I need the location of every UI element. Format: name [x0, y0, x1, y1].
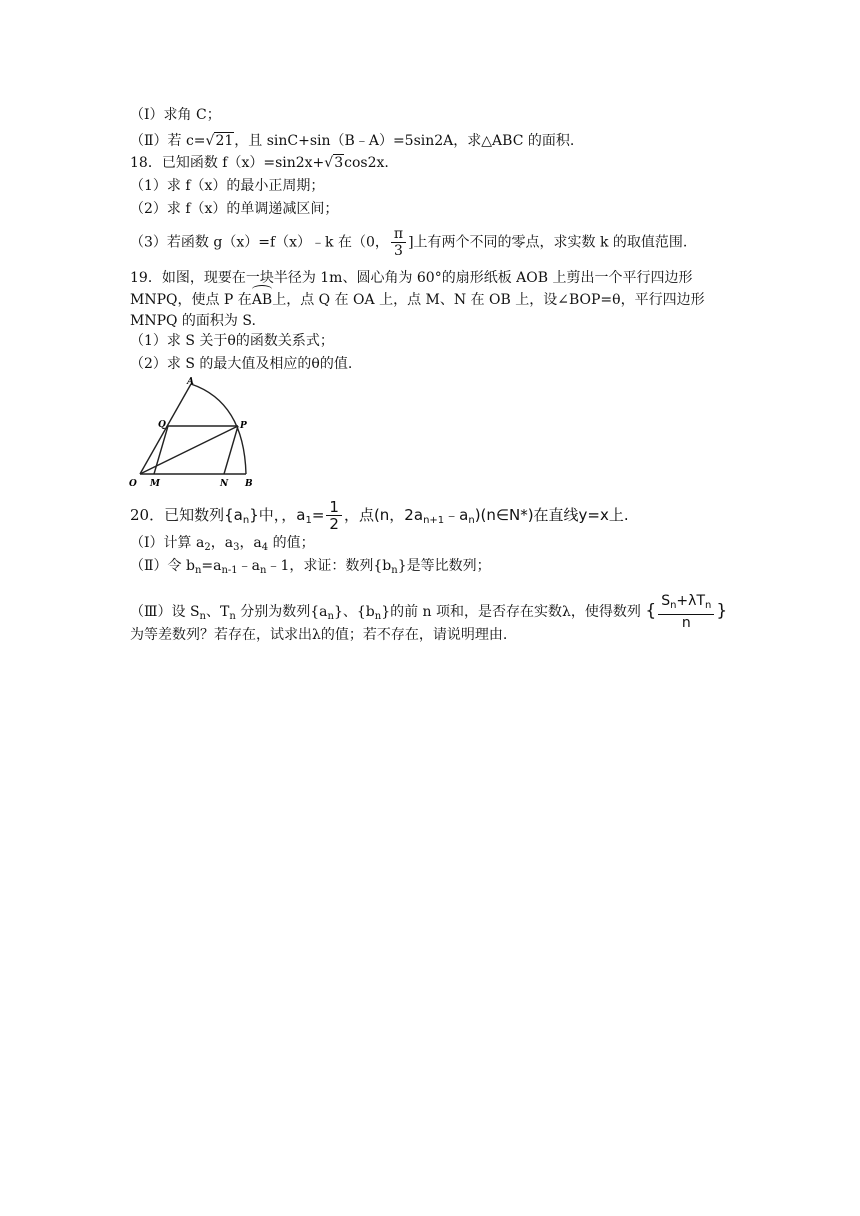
q18-part2: （2）求 f（x）的单调递减区间； [130, 201, 339, 217]
q18-stem: 18．已知函数 f（x）=sin2x+√3cos2x. [130, 155, 389, 171]
q17-part2: （Ⅱ）若 c=√21，且 sinC+sin（B﹣A）=5sin2A，求△ABC 的面积. [130, 133, 575, 149]
q20-part3: （Ⅲ）设 $S_n$、$T_n$ 分别为数列$\{a_n\}$、$\{b_n\}$的前 n 项和，是否存在实数λ，使得数列 { $\frac{S_n+\lambda T_n}{n}$ } [130, 593, 728, 631]
label-p: P [240, 421, 247, 431]
segment-op [140, 426, 238, 474]
q19-line1: 19．如图，现要在一块半径为 1m、圆心角为 60°的扇形纸板 AOB 上剪出一个平行四边形 [130, 270, 693, 286]
q19-part1: （1）求 S 关于θ的函数关系式； [130, 333, 334, 349]
q18-part1: （1）求 f（x）的最小正周期； [130, 178, 325, 194]
q18-part3: （3）若函数 g（x）=f（x）﹣k 在（0， $\frac{\pi}{3}$ ]上有两个不同的零点，求实数 k 的取值范围. [130, 226, 688, 259]
q20-part3-line2: 为等差数列？若存在，试求出λ的值；若不存在，请说明理由. [130, 627, 508, 643]
q19-line2: MNPQ，使点 P 在AB上，点 Q 在 OA 上，点 M、N 在 OB 上，设∠BOP=θ，平行四边形 [130, 292, 705, 308]
q17-part1: （Ⅰ）求角 C； [130, 107, 221, 123]
segment-pn [224, 426, 238, 474]
label-b: B [245, 479, 253, 488]
sn-lambda-tn-fraction: $\frac{S_n+\lambda T_n}{n}$ [658, 593, 714, 631]
pi-over-3: $\frac{\pi}{3}$ [391, 226, 406, 259]
q19-line3: MNPQ 的面积为 S. [130, 313, 256, 329]
sqrt-21: √21 [205, 133, 234, 149]
q20-part2: （Ⅱ）令 $b_n=a_{n-1}﹣a_n﹣1$，求证：数列$\{b_n\}$是等比数列； [130, 558, 491, 576]
arc-ab: AB [251, 292, 273, 308]
label-q: Q [158, 420, 166, 430]
sector-figure [126, 376, 268, 488]
label-o: O [129, 479, 137, 488]
label-m: M [150, 479, 160, 488]
q19-part2: （2）求 S 的最大值及相应的θ的值. [130, 356, 353, 372]
q20-part1: （Ⅰ）计算 $a_2$，$a_3$，$a_4$ 的值； [130, 535, 315, 553]
label-a: A [187, 377, 194, 387]
label-n: N [220, 479, 229, 488]
half-fraction: $\frac{1}{2}$ [326, 499, 342, 532]
sqrt-3: √3 [324, 155, 344, 171]
q20-stem: 20．已知数列$\{a_n\}$中，，$a_1=$ $\frac{1}{2}$ ，点(n，$2a_{n+1}﹣a_n)(n\in N*)$在直线y=x上. [130, 498, 629, 533]
